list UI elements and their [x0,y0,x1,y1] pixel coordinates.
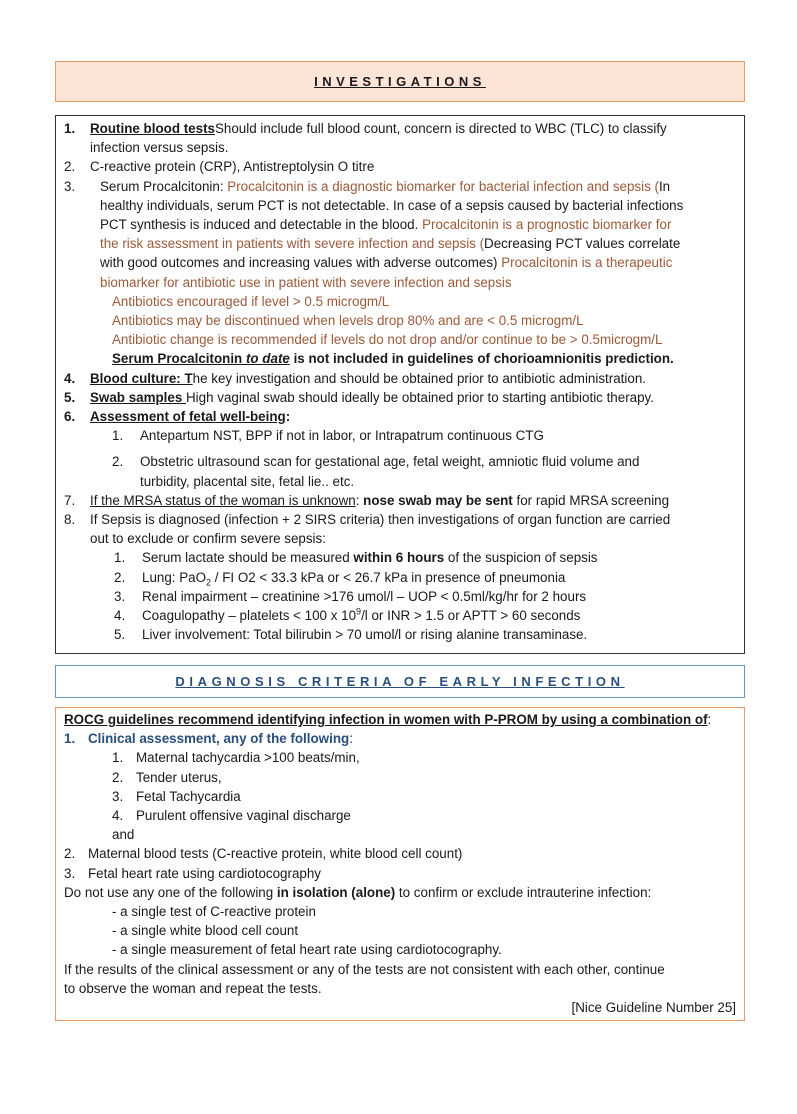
diagnosis-content [55,707,745,1021]
investigations-title: INVESTIGATIONS [314,74,486,89]
list-item: 8. If Sepsis is diagnosed (infection + 2 SIRS criteria) then investigations of organ function are carried [64,512,671,528]
sub-list-item: 2. Tender uterus, [112,769,222,785]
list-item-cont: the risk assessment in patients with severe infection and sepsis (Decreasing PCT values correlate [100,236,681,252]
list-item: 5. Swab samples High vaginal swab should ideally be obtained prior to starting antibiotic therapy. [64,389,654,405]
investigations-list [55,115,745,654]
final-text: If the results of the clinical assessment or any of the tests are not consistent with each other, continue [64,961,665,977]
diagnosis-header [55,665,745,698]
list-item: 1. Clinical assessment, any of the following: [64,731,353,747]
citation: [Nice Guideline Number 25] [571,1000,736,1016]
procalcitonin-rule: Antibiotics may be discontinued when levels drop 80% and are < 0.5 microgm/L [112,313,584,329]
sub-list-item: 2. Lung: PaO$_2$ / FI O2 < 33.3 kPa or < 26.7 kPa in presence of pneumonia [114,569,566,588]
procalcitonin-note: Serum Procalcitonin to date is not included in guidelines of chorioamnionitis prediction. [112,351,674,367]
list-item-cont: PCT synthesis is induced and detectable in the blood. Procalcitonin is a prognostic biomarker for [100,217,672,233]
diagnosis-intro: ROCG guidelines recommend identifying infection in women with P-PROM by using a combination of: [64,712,712,727]
list-item-cont: infection versus sepsis. [90,140,229,156]
list-item: 1. Routine blood testsShould include full blood count, concern is directed to WBC (TLC) to classify [64,121,667,136]
list-item-cont: biomarker for antibiotic use in patient with severe infection and sepsis [100,274,512,290]
sub-list-item: 3. Fetal Tachycardia [112,788,241,804]
sub-list-item: 4. Coagulopathy – platelets < 100 x $10^9/l$ or INR > 1.5 or APTT > 60 seconds [114,606,581,624]
list-item: 6. Assessment of fetal well-being: [64,409,291,425]
list-item-cont: with good outcomes and increasing values with adverse outcomes) Procalcitonin is a therapeutic [100,255,673,271]
list-item: 3. Fetal heart rate using cardiotocography [64,865,321,881]
sub-list-item: 3. Renal impairment – creatinine >176 umol/l – UOP < 0.5ml/kg/hr for 2 hours [114,588,587,604]
sub-list-item: 1. Antepartum NST, BPP if not in labor, or Intrapatrum continuous CTG [112,428,544,444]
procalcitonin-rule: Antibiotics encouraged if level > 0.5 microgm/L [112,293,390,309]
list-item: 4. Blood culture: The key investigation and should be obtained prior to antibiotic administration. [64,370,646,386]
investigations-header [55,61,745,102]
sub-list-item: 1. Maternal tachycardia >100 beats/min, [112,750,360,766]
diagnosis-title: DIAGNOSIS CRITERIA OF EARLY INFECTION [175,674,625,689]
list-item: 7. If the MRSA status of the woman is unknown: nose swab may be sent for rapid MRSA screening [64,492,670,508]
list-item: 2. C-reactive protein (CRP), Antistreptolysin O titre [64,159,375,175]
dash-item: - a single test of C-reactive protein [112,904,316,920]
sub-list-item-cont: turbidity, placental site, fetal lie.. etc. [140,473,355,489]
sub-list-item: 2. Obstetric ultrasound scan for gestational age, fetal weight, amniotic fluid volume and [112,454,640,470]
list-item: 3. Serum Procalcitonin: Procalcitonin is a diagnostic biomarker for bacterial infection and sepsis (In [64,178,671,194]
list-item: 2. Maternal blood tests (C-reactive protein, white blood cell count) [64,846,463,862]
sub-list-item: 4. Purulent offensive vaginal discharge [112,808,351,824]
list-item-cont: out to exclude or confirm severe sepsis: [90,531,326,547]
dash-item: - a single white blood cell count [112,923,299,939]
warning-text: Do not use any one of the following in isolation (alone) to confirm or exclude intrauterine infection: [64,884,652,900]
procalcitonin-rule: Antibiotic change is recommended if levels do not drop and/or continue to be > 0.5microgm/L [112,332,663,348]
list-item-cont: healthy individuals, serum PCT is not detectable. In case of a sepsis caused by bacterial infections [100,197,684,213]
and-connector: and [112,827,135,843]
dash-item: - a single measurement of fetal heart rate using cardiotocography. [112,942,502,958]
sub-list-item: 5. Liver involvement: Total bilirubin > 70 umol/l or rising alanine transaminase. [114,627,588,643]
final-text: to observe the woman and repeat the tests. [64,980,322,996]
sub-list-item: 1. Serum lactate should be measured within 6 hours of the suspicion of sepsis [114,550,598,566]
